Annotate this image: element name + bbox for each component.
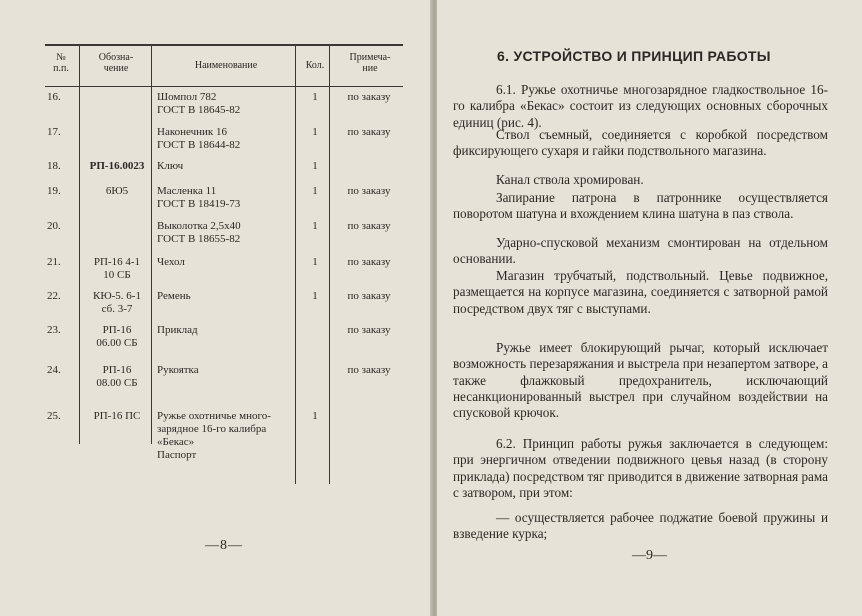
header-note: Примеча- ние bbox=[349, 52, 391, 74]
row-designation: КЮ-5. 6-1 сб. 3-7 bbox=[93, 290, 141, 315]
row-quantity: 1 bbox=[312, 91, 318, 103]
paragraph: Запирание патрона в патроннике осуществляется поворотом шатуна и вхождением клина шатуна в паз ствола. bbox=[453, 190, 828, 222]
page-number-left: —8— bbox=[205, 538, 243, 553]
paragraph: — осуществляется рабочее поджатие боевой пружины и взведение курка; bbox=[453, 510, 828, 542]
row-number: 20. bbox=[47, 220, 61, 232]
header-num: № п.п. bbox=[53, 52, 69, 74]
row-designation: РП-16 06.00 СБ bbox=[96, 324, 138, 349]
row-designation: РП-16 4-1 10 СБ bbox=[93, 256, 141, 281]
row-note: по заказу bbox=[347, 324, 391, 336]
paragraph: Канал ствола хромирован. bbox=[496, 172, 644, 187]
row-number: 16. bbox=[47, 91, 61, 103]
table-divider bbox=[79, 44, 80, 444]
row-designation: РП-16.0023 bbox=[89, 160, 145, 172]
page-number-right: —9— bbox=[632, 548, 667, 563]
row-name: Ремень bbox=[157, 290, 191, 302]
row-quantity: 1 bbox=[312, 126, 318, 138]
row-quantity: 1 bbox=[312, 160, 318, 172]
section-title: 6. УСТРОЙСТВО И ПРИНЦИП РАБОТЫ bbox=[497, 48, 771, 64]
row-name: Ключ bbox=[157, 160, 184, 172]
row-quantity: 1 bbox=[312, 220, 318, 232]
header-name: Наименование bbox=[194, 60, 258, 71]
row-name: Шомпол 782 ГОСТ В 18645-82 bbox=[157, 91, 241, 116]
row-designation: 6Ю5 bbox=[105, 185, 129, 197]
row-number: 25. bbox=[47, 410, 61, 422]
header-qty: Кол. bbox=[305, 60, 325, 71]
row-number: 17. bbox=[47, 126, 61, 138]
row-quantity: 1 bbox=[312, 185, 318, 197]
row-number: 21. bbox=[47, 256, 61, 268]
row-number: 19. bbox=[47, 185, 61, 197]
table-divider bbox=[151, 44, 152, 444]
row-name: Наконечник 16 ГОСТ В 18644-82 bbox=[157, 126, 241, 151]
row-name: Чехол bbox=[157, 256, 185, 268]
row-note: по заказу bbox=[347, 185, 391, 197]
row-designation: РП-16 ПС bbox=[93, 410, 141, 422]
row-number: 18. bbox=[47, 160, 61, 172]
row-name: Выколотка 2,5х40 ГОСТ В 18655-82 bbox=[157, 220, 241, 245]
row-note: по заказу bbox=[347, 364, 391, 376]
paragraph: 6.1. Ружье охотничье многозарядное гладкоствольное 16-го калибра «Бекас» состоит из следующих основных сборочных единиц (рис. 4). bbox=[453, 82, 828, 130]
row-note: по заказу bbox=[347, 256, 391, 268]
row-name: Масленка 11 ГОСТ В 18419-73 bbox=[157, 185, 241, 210]
row-number: 24. bbox=[47, 364, 61, 376]
paragraph: Ствол съемный, соединяется с коробкой посредством фиксирующего сухаря и гайки подствольного магазина. bbox=[453, 127, 828, 159]
paragraph: Ударно-спусковой механизм смонтирован на отдельном основании. bbox=[453, 235, 828, 267]
row-designation: РП-16 08.00 СБ bbox=[96, 364, 138, 389]
row-quantity: 1 bbox=[312, 256, 318, 268]
row-note: по заказу bbox=[347, 126, 391, 138]
row-name: Приклад bbox=[157, 324, 198, 336]
row-note: по заказу bbox=[347, 91, 391, 103]
row-name: Ружье охотничье много- зарядное 16-го калибра «Бекас» Паспорт bbox=[157, 410, 271, 461]
row-name: Рукоятка bbox=[157, 364, 199, 376]
row-note: по заказу bbox=[347, 290, 391, 302]
row-number: 23. bbox=[47, 324, 61, 336]
paragraph: Ружье имеет блокирующий рычаг, который исключает возможность перезаряжания и выстрела при незапертом затворе, а также флажковый предохранитель, исключающий несанкционированный выстрел при случайном воздействии на спусковой крючок. bbox=[453, 340, 828, 421]
table-header bbox=[45, 44, 403, 87]
row-note: по заказу bbox=[347, 220, 391, 232]
row-quantity: 1 bbox=[312, 410, 318, 422]
row-quantity: 1 bbox=[312, 290, 318, 302]
table-divider bbox=[295, 44, 296, 484]
paragraph: 6.2. Принцип работы ружья заключается в следующем: при энергичном отведении подвижного цевья назад (в сторону приклада) посредством тяг приводится в движение затворная рама с затвором, при этом: bbox=[453, 436, 828, 500]
table-divider bbox=[329, 44, 330, 484]
paragraph: Магазин трубчатый, подствольный. Цевье подвижное, размещается на корпусе магазина, соединяется с затворной рамой посредством двух тяг с выступами. bbox=[453, 268, 828, 316]
header-code: Обозна- чение bbox=[98, 52, 134, 74]
row-number: 22. bbox=[47, 290, 61, 302]
